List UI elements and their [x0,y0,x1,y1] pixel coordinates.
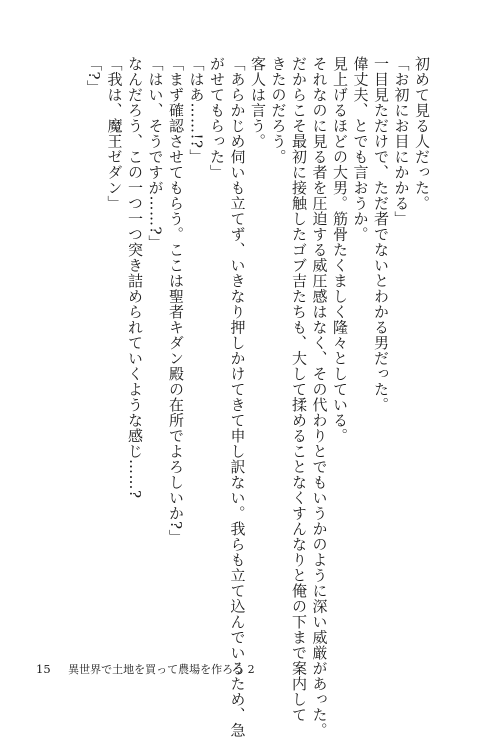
text-line: 客人は言う。 [249,56,267,149]
book-title: 異世界で土地を買って農場を作ろう 2 [68,663,255,676]
text-line: がせてもらった」 [208,56,226,180]
text-line: それなのに見る者を圧迫する威圧感はなく、その代わりとでもいうかのように深い威厳があった。 [310,56,329,738]
text-line: 「はい、そうですが……?」 [146,56,165,251]
text-line: なんだろう、この一つ一つ突き詰められていくような感じ……? [126,56,144,499]
text-line: 「あらかじめ伺いも立てず、いきなり押しかけてきて申し訳ない。我らも立て込んでいるため、急 [228,56,247,738]
page-footer [36,662,255,677]
text-line: 「はあ……!?」 [187,56,206,165]
text-line: 「我は、魔王ゼダン」 [105,56,124,211]
text-line: 偉丈夫、とでも言おうか。 [351,56,370,242]
text-line: 見上げるほどの大男。筋骨たくましく隆々としている。 [331,56,349,444]
text-line: 「?」 [85,56,103,96]
text-line: 「お初にお目にかかる」 [392,56,411,227]
text-line: 初めて見る人だった。 [413,56,431,211]
text-line: 一目見ただけで、ただ者でないとわかる男だった。 [372,56,390,413]
text-line: だからこそ最初に接触したゴブ吉たちも、大して揉めることなくすんなりと俺の下まで案内して [290,56,308,723]
text-line: 「まず確認させてもらう。ここは聖者キダン殿の在所でよろしいか?」 [167,56,185,546]
text-line: きたのだろう。 [269,56,288,165]
page-number: 15 [36,662,51,676]
